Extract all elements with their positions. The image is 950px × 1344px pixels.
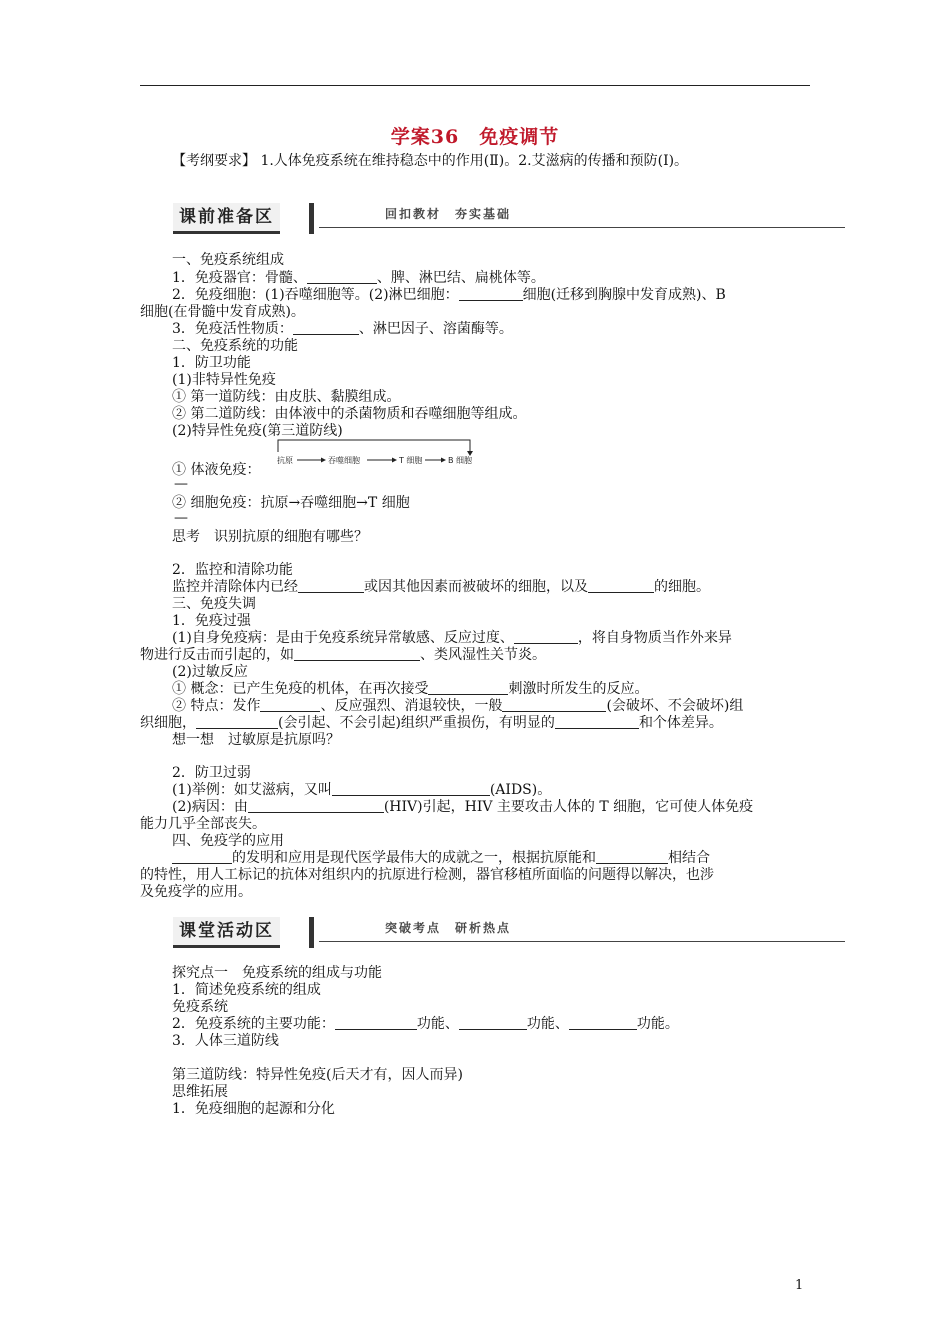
text-line: ② 第二道防线：由体液中的杀菌物质和吞噬细胞等组成。 xyxy=(172,406,527,422)
text-line: 三、免疫失调 xyxy=(172,596,256,612)
text-line: 1．免疫器官：骨髓、 、脾、淋巴结、扁桃体等。 xyxy=(172,270,545,286)
text-line: 监控并清除体内已经 或因其他因素而被破坏的细胞，以及 的细胞。 xyxy=(172,579,710,595)
fill-blank xyxy=(459,1016,527,1030)
text-line: 2．免疫系统的主要功能： 功能、 功能、 功能。 xyxy=(172,1016,679,1032)
text-line: (2)过敏反应 xyxy=(172,664,248,680)
text-line: 四、免疫学的应用 xyxy=(172,833,284,849)
text-line: (1)举例：如艾滋病，又叫 (AIDS)。 xyxy=(172,782,552,798)
dash-mark: — xyxy=(174,476,188,492)
fill-blank xyxy=(294,647,420,661)
text-line: 的发明和应用是现代医学最伟大的成就之一，根据抗原能和 相结合 xyxy=(172,850,710,867)
header-rule xyxy=(140,85,810,86)
text-line: 探究点一 免疫系统的组成与功能 xyxy=(172,965,382,981)
section-bar xyxy=(309,203,314,234)
text-line: 第三道防线：特异性免疫(后天才有，因人而异) xyxy=(172,1067,463,1083)
flow-arrowhead xyxy=(392,458,397,463)
text-line: 一、免疫系统组成 xyxy=(172,252,284,268)
section-header-class xyxy=(173,917,845,947)
flow-bypass-line xyxy=(278,440,470,452)
fill-blank xyxy=(569,1016,637,1030)
text-line: (1)自身免疫病：是由于免疫系统异常敏感、反应过度、 ，将自身物质当作外来异 xyxy=(172,630,732,646)
fill-blank xyxy=(307,270,377,284)
fill-blank xyxy=(459,287,523,301)
text-line: 的特性，用人工标记的抗体对组织内的抗原进行检测，器官移植所面临的问题得以解决，也涉 xyxy=(140,867,714,883)
fill-blank xyxy=(293,321,359,335)
section-label: 课前准备区 xyxy=(173,203,280,234)
text-line: 3．免疫活性物质： 、淋巴因子、溶菌酶等。 xyxy=(172,321,513,337)
fill-blank xyxy=(596,850,668,864)
text-line: 物进行反击而引起的，如 、类风湿性关节炎。 xyxy=(140,647,546,663)
fill-blank xyxy=(588,579,654,593)
text-line: 1．免疫过强 xyxy=(172,613,251,629)
text-line: 二、免疫系统的功能 xyxy=(172,338,298,354)
text-line: (2)特异性免疫(第三道防线) xyxy=(172,423,343,439)
text-line: ① 体液免疫： xyxy=(172,462,261,478)
text-line: (1)非特异性免疫 xyxy=(172,372,276,388)
text-line: 想一想 过敏原是抗原吗？ xyxy=(172,732,340,748)
text-line: ② 特点：发作 、反应强烈、消退较快，一般 (会破坏、不会破坏)组 xyxy=(172,698,744,714)
text-line: 1．防卫功能 xyxy=(172,355,251,371)
section-bar xyxy=(309,917,314,948)
section-rule xyxy=(319,227,845,228)
fill-blank xyxy=(335,1016,417,1030)
text-line: 及免疫学的应用。 xyxy=(140,884,252,900)
fill-blank xyxy=(248,799,384,813)
text-line: 2．防卫过弱 xyxy=(172,765,251,781)
dash-mark: — xyxy=(174,510,188,526)
flow-node-b-cell: B 细胞 xyxy=(448,456,473,465)
text-line: ② 细胞免疫：抗原→吞噬细胞→T 细胞 xyxy=(172,495,410,511)
section-rule xyxy=(319,941,845,942)
text-line: 1．免疫细胞的起源和分化 xyxy=(172,1101,335,1117)
section-subtitle: 回扣教材 夯实基础 xyxy=(385,207,512,221)
fill-blank xyxy=(260,698,320,712)
text-line: 能力几乎全部丧失。 xyxy=(140,816,266,832)
fill-blank xyxy=(502,698,606,712)
section-header-pre xyxy=(173,203,845,233)
text-line: 思维拓展 xyxy=(172,1084,228,1100)
page-number: 1 xyxy=(795,1278,804,1293)
text-line: ① 概念：已产生免疫的机体，在再次接受 刺激时所发生的反应。 xyxy=(172,681,649,697)
text-line: 2．监控和清除功能 xyxy=(172,562,293,578)
humoral-immunity-flow xyxy=(275,438,485,468)
text-line: 免疫系统 xyxy=(172,999,228,1015)
text-line: ① 第一道防线：由皮肤、黏膜组成。 xyxy=(172,389,401,405)
fill-blank xyxy=(298,579,364,593)
fill-blank xyxy=(428,681,508,695)
section-subtitle: 突破考点 研析热点 xyxy=(385,921,512,935)
text-line: 2．免疫细胞：(1)吞噬细胞等。(2)淋巴细胞： 细胞(迁移到胸腺中发育成熟)、B xyxy=(172,287,726,303)
text-line: 思考 识别抗原的细胞有哪些？ xyxy=(172,529,368,545)
flow-node-phagocyte: 吞噬细胞 xyxy=(328,456,360,465)
flow-arrowhead xyxy=(441,458,446,463)
text-line: 3．人体三道防线 xyxy=(172,1033,279,1049)
section-label: 课堂活动区 xyxy=(173,917,280,948)
text-line: 织细胞， (会引起、不会引起)组织严重损伤，有明显的 和个体差异。 xyxy=(140,715,723,731)
fill-blank xyxy=(332,782,490,796)
flow-node-antigen: 抗原 xyxy=(277,456,293,465)
fill-blank xyxy=(196,715,278,729)
text-line: 1．简述免疫系统的组成 xyxy=(172,982,321,998)
flow-arrowhead xyxy=(321,458,326,463)
text-line: 细胞(在骨髓中发育成熟)。 xyxy=(140,304,305,320)
page-title: 学案36 免疫调节 xyxy=(390,126,560,148)
exam-requirement: 【考纲要求】 1.人体免疫系统在维持稳态中的作用(Ⅱ)。2.艾滋病的传播和预防(Ⅰ)。 xyxy=(172,153,689,169)
fill-blank xyxy=(172,850,232,864)
text-line: (2)病因：由 (HIV)引起，HIV 主要攻击人体的 T 细胞，它可使人体免疫 xyxy=(172,799,754,815)
flow-node-t-cell: T 细胞 xyxy=(399,456,423,465)
fill-blank xyxy=(514,630,578,644)
fill-blank xyxy=(555,715,639,729)
